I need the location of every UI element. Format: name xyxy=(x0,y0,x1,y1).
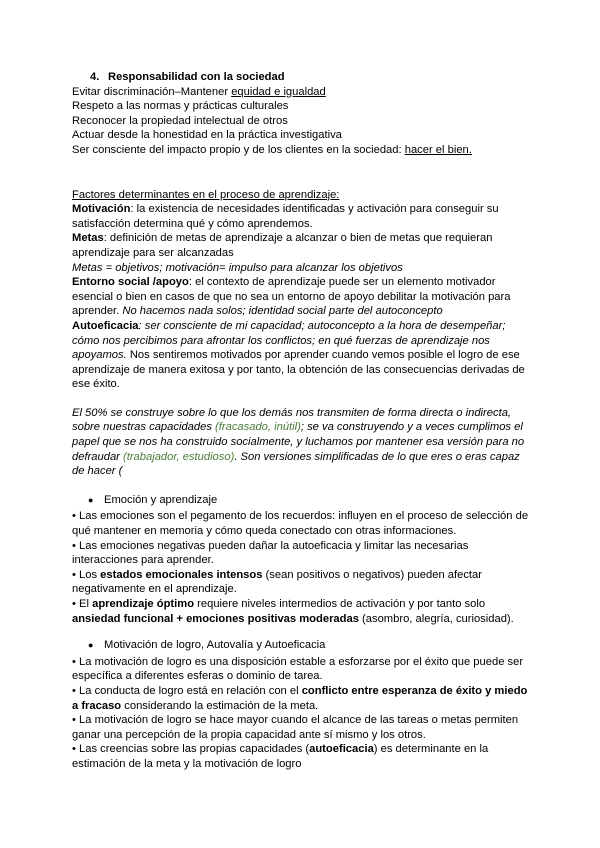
underlined-text: equidad e igualdad xyxy=(231,85,326,98)
emocion-heading xyxy=(72,493,532,508)
line-text: Evitar discriminación–Mantener xyxy=(72,85,232,98)
spacer xyxy=(72,392,532,406)
section-heading xyxy=(72,70,532,85)
line-text: Reconocer la propiedad intelectual de otros xyxy=(72,114,288,127)
line-text: Respeto a las normas y prácticas culturales xyxy=(72,100,289,113)
list-item xyxy=(72,597,532,626)
spacer xyxy=(72,479,532,493)
list-item: • La motivación de logro es una disposición estable a esforzarse por el éxito que puede ser específica a diferentes esferas o dominio de tarea. xyxy=(72,655,524,683)
bullet-heading-text: Motivación de logro, Autovalía y Autoeficacia xyxy=(104,639,326,652)
term-bold: Motivación xyxy=(72,203,131,216)
document-content xyxy=(72,70,532,772)
section-line xyxy=(72,143,532,158)
list-item: • Las emociones son el pegamento de los recuerdos: influyen en el proceso de selección de qué mantener en memoria y cómo queda conectado con otras informaciones. xyxy=(72,510,529,538)
term-bold: Autoeficacia xyxy=(72,319,139,332)
metas-note xyxy=(72,261,532,276)
item-text: (sean positivos o negativos) pueden afectar negativamente en el aprendizaje. xyxy=(72,568,482,596)
section-number: 4. xyxy=(90,71,100,83)
green-text: (fracasado, inútil) xyxy=(215,421,301,434)
motivacion-logro-heading xyxy=(72,638,532,653)
item-bold: autoeficacia xyxy=(309,743,374,756)
green-text: (trabajador, estudioso) xyxy=(123,450,235,463)
italic-note: : ser consciente de mi capacidad; autoconcepto a la hora de desempeñar; cómo nos percibimos para afrontar los conflictos; en qué fuerzas de aprendizaje nos apoyamos. xyxy=(72,319,506,362)
list-item xyxy=(72,742,532,771)
line-text: Ser consciente del impacto propio y de los clientes en la sociedad: xyxy=(72,143,405,156)
definition-text: : el contexto de aprendizaje puede ser un elemento motivador esencial o bien en casos de que no sea un entorno de apoyo debilitar la motivación para aprender. xyxy=(72,276,511,318)
item-bold: ansiedad funcional + emociones positivas moderadas xyxy=(72,612,359,625)
definition-text: : definición de metas de aprendizaje a alcanzar o bien de metas que requieran aprendizaje para ser alcanzadas xyxy=(72,232,493,259)
list-item: • La motivación de logro se hace mayor cuando el alcance de las tareas o metas permiten ganar una percepción de la propia capacidad ante sí mismo y los otros. xyxy=(72,714,519,741)
definition-text: Nos sentiremos motivados por aprender cuando vemos posible el logro de ese aprendizaje de manera exitosa y por tanto, la obtención de las consecuencias derivadas de ese éxito. xyxy=(72,349,525,391)
item-bold: estados emocionales intensos xyxy=(100,568,263,581)
list-item xyxy=(72,684,532,713)
item-bold: aprendizaje óptimo xyxy=(92,598,195,610)
bullet-icon: ● xyxy=(88,640,94,651)
factores-heading: Factores determinantes en el proceso de aprendizaje: xyxy=(72,188,340,201)
italic-note: No hacemos nada solos; identidad social parte del autoconcepto xyxy=(122,305,443,318)
definition-text: : la existencia de necesidades identificadas y activación para conseguir su satisfacción determina qué y cómo aprendemos. xyxy=(72,203,499,230)
item-text: • El xyxy=(72,598,93,610)
item-text: (asombro, alegría, curiosidad). xyxy=(358,612,514,625)
entorno-paragraph xyxy=(72,275,532,319)
item-text: ) es determinante en la estimación de la meta y la motivación de logro xyxy=(72,743,489,770)
item-bold: conflicto entre esperanza de éxito y miedo a fracaso xyxy=(72,684,528,712)
section-line xyxy=(72,128,532,143)
section-title: Responsabilidad con la sociedad xyxy=(108,71,285,83)
term-bold: Entorno social /apoyo xyxy=(72,276,189,289)
underlined-text: hacer el bien. xyxy=(404,143,472,156)
bullet-heading-text: Emoción y aprendizaje xyxy=(104,493,218,506)
list-item: • Las emociones negativas pueden dañar la autoeficacia y limitar las necesarias interacciones para aprender. xyxy=(72,539,469,567)
metas-paragraph xyxy=(72,231,532,260)
section-line xyxy=(72,114,532,129)
autoeficacia-paragraph xyxy=(72,319,532,392)
motivacion-paragraph xyxy=(72,202,532,231)
section-line xyxy=(72,99,532,114)
bullet-icon: ● xyxy=(88,494,94,505)
spacer xyxy=(72,626,532,638)
item-text: requiere niveles intermedios de activación y por tanto solo xyxy=(194,598,486,610)
item-text: • La conducta de logro está en relación con el xyxy=(72,684,302,697)
item-text: • Las creencias sobre las propias capacidades ( xyxy=(72,743,310,756)
term-bold: Metas xyxy=(72,232,104,245)
italic-note: Metas = objetivos; motivación= impulso para alcanzar los objetivos xyxy=(72,261,403,274)
italic-text: ; se va construyendo y a veces cumplimos el papel que se nos ha construido socialmente, y luchamos por mantener esa versión para no defraudar xyxy=(72,421,525,463)
item-text: considerando la estimación de la meta. xyxy=(121,699,319,712)
line-text: Actuar desde la honestidad en la práctica investigativa xyxy=(72,129,342,142)
section-line xyxy=(72,85,532,100)
italic-text: . Son versiones simplificadas de lo que eres o eras capaz de hacer ( xyxy=(72,450,520,478)
italic-text: El 50% se construye sobre lo que los demás nos transmiten de forma directa o indirecta, sobre nuestras capacidades xyxy=(72,406,512,434)
spacer xyxy=(72,158,532,188)
cincuenta-paragraph xyxy=(72,406,532,479)
item-text: • Los xyxy=(72,568,101,581)
list-item xyxy=(72,568,532,597)
